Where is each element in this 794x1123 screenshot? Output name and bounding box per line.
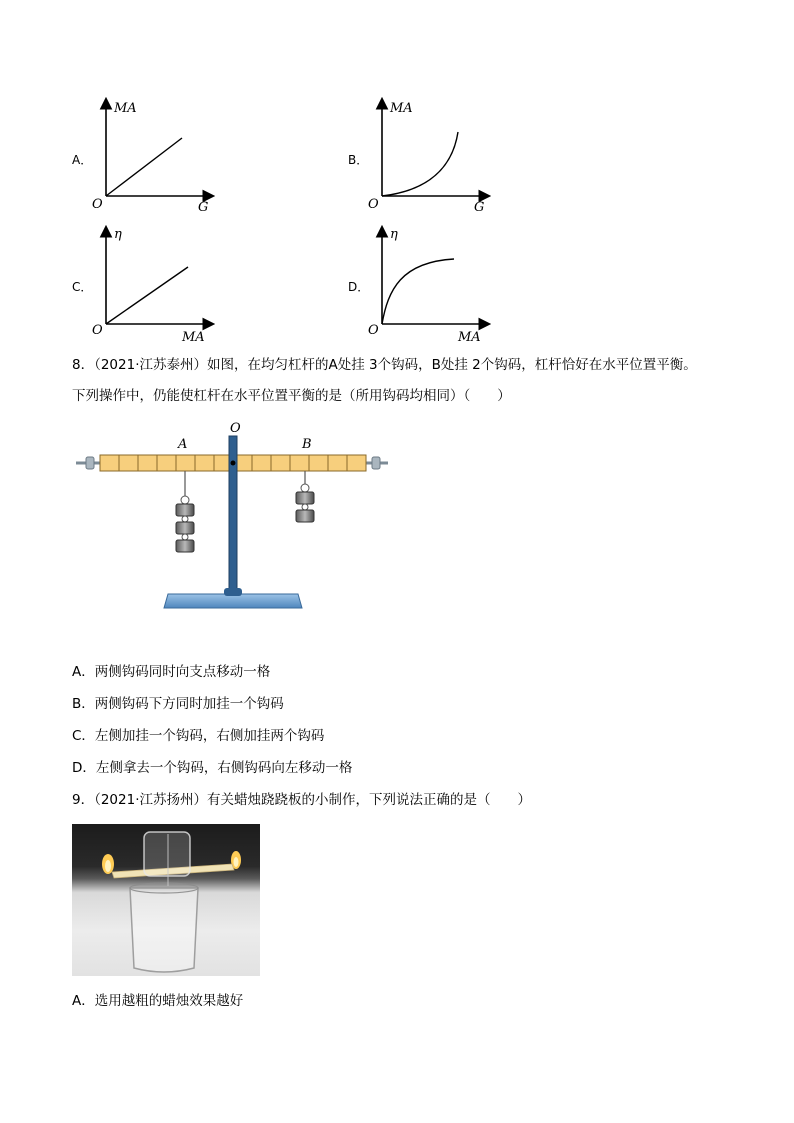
graph-b-x-label: G [474, 200, 485, 215]
q9-stem: 9．（2021·江苏扬州）有关蜡烛跷跷板的小制作，下列说法正确的是（ ） [72, 792, 531, 808]
graph-b [366, 92, 506, 217]
q8-option-d: D．左侧拿去一个钩码，右侧钩码向左移动一格 [72, 760, 353, 776]
lever-label-o: O [230, 421, 241, 436]
graph-c-y-label: η [114, 227, 122, 242]
option-b-label: B． [348, 153, 369, 167]
graph-c-x-label: MA [182, 330, 205, 345]
graph-b-y-label: MA [390, 101, 413, 116]
graph-a-x-label: G [198, 200, 209, 215]
graph-a [90, 92, 230, 217]
lever-figure [72, 418, 392, 618]
option-d-label: D． [348, 280, 370, 294]
candle-seesaw-photo [72, 824, 260, 976]
graph-d-x-label: MA [458, 330, 481, 345]
graph-d-origin: O [368, 323, 379, 338]
graph-c [90, 220, 230, 345]
graph-a-y-label: MA [114, 101, 137, 116]
option-c-label: C． [72, 280, 93, 294]
lever-label-b: B [302, 437, 312, 452]
graph-b-origin: O [368, 197, 379, 212]
q9-option-a: A．选用越粗的蜡烛效果越好 [72, 993, 244, 1009]
graph-d [366, 220, 506, 345]
q8-option-c: C．左侧加挂一个钩码，右侧加挂两个钩码 [72, 728, 325, 744]
graph-c-origin: O [92, 323, 103, 338]
q8-stem-line1: 8．（2021·江苏泰州）如图，在均匀杠杆的A处挂 3个钩码，B处挂 2个钩码，杠杆恰好在水平位置平衡。 [72, 357, 697, 373]
graph-d-y-label: η [390, 227, 398, 242]
option-a-label: A． [72, 153, 93, 167]
lever-label-a: A [178, 437, 188, 452]
q8-option-b: B．两侧钩码下方同时加挂一个钩码 [72, 696, 284, 712]
q8-stem-line2: 下列操作中，仍能使杠杆在水平位置平衡的是（所用钩码均相同）（ ） [72, 388, 511, 404]
q8-option-a: A．两侧钩码同时向支点移动一格 [72, 664, 271, 680]
graph-a-origin: O [92, 197, 103, 212]
